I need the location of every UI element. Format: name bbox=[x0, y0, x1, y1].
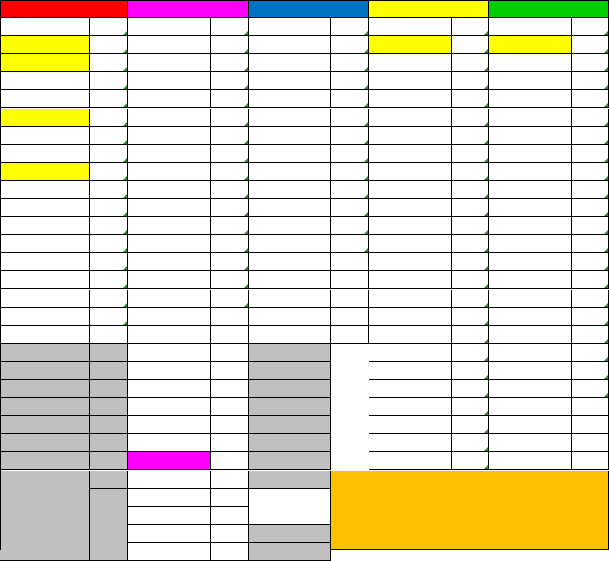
empty-cell bbox=[572, 434, 609, 452]
talent-name bbox=[369, 163, 452, 181]
quest-reward bbox=[128, 452, 211, 470]
talent-name bbox=[128, 145, 211, 163]
talent-name bbox=[369, 362, 452, 380]
empty-cell bbox=[572, 452, 609, 470]
quest-location bbox=[0, 344, 90, 362]
talent-value bbox=[90, 54, 128, 72]
talent-name bbox=[128, 54, 211, 72]
talent-value bbox=[211, 145, 249, 163]
talent-value bbox=[572, 163, 609, 181]
category-header bbox=[0, 0, 128, 18]
talent-name bbox=[128, 109, 211, 127]
talent-name bbox=[489, 109, 572, 127]
talent-name bbox=[0, 181, 90, 199]
talent-name bbox=[369, 109, 452, 127]
talent-value bbox=[331, 90, 369, 108]
talent-value bbox=[572, 109, 609, 127]
empty-cell bbox=[249, 326, 331, 344]
talent-value bbox=[572, 90, 609, 108]
talent-name bbox=[0, 36, 90, 54]
talent-name bbox=[249, 163, 331, 181]
quest-ending bbox=[90, 434, 128, 452]
talent-value bbox=[211, 18, 249, 36]
quest-unit bbox=[211, 471, 249, 489]
talent-value bbox=[572, 36, 609, 54]
talent-name bbox=[128, 217, 211, 235]
talent-value bbox=[572, 271, 609, 289]
talent-name bbox=[369, 199, 452, 217]
talent-name bbox=[369, 181, 452, 199]
empty-cell bbox=[331, 290, 369, 308]
talent-value bbox=[90, 163, 128, 181]
talent-name bbox=[489, 90, 572, 108]
quest-unit bbox=[211, 489, 249, 507]
quest-unit bbox=[211, 434, 249, 452]
quest-bonus bbox=[249, 452, 331, 470]
talent-name bbox=[369, 308, 452, 326]
quest-bonus bbox=[249, 380, 331, 398]
talent-name bbox=[369, 253, 452, 271]
quest-ending bbox=[90, 362, 128, 380]
quest-bonus-prereq bbox=[249, 489, 331, 525]
talent-name bbox=[369, 290, 452, 308]
talent-value bbox=[452, 271, 489, 289]
empty-cell bbox=[331, 271, 369, 289]
quest-location bbox=[0, 362, 90, 380]
talent-value bbox=[572, 308, 609, 326]
talent-name bbox=[369, 72, 452, 90]
talent-value bbox=[452, 308, 489, 326]
talent-value bbox=[90, 145, 128, 163]
talent-value bbox=[452, 344, 489, 362]
talent-value bbox=[211, 163, 249, 181]
empty-cell bbox=[249, 290, 331, 308]
quest-reward bbox=[128, 344, 211, 362]
talent-value bbox=[331, 109, 369, 127]
talent-name bbox=[369, 344, 452, 362]
talent-value bbox=[452, 380, 489, 398]
empty-cell bbox=[249, 253, 331, 271]
talent-value bbox=[211, 217, 249, 235]
talent-value bbox=[572, 253, 609, 271]
talent-name bbox=[489, 217, 572, 235]
quest-unit bbox=[211, 380, 249, 398]
talent-name bbox=[489, 290, 572, 308]
talent-value bbox=[331, 145, 369, 163]
quest-unit bbox=[211, 398, 249, 416]
quest-reward bbox=[128, 434, 211, 452]
talent-name bbox=[369, 452, 452, 470]
talent-name bbox=[489, 18, 572, 36]
talent-value bbox=[90, 217, 128, 235]
talent-name bbox=[369, 398, 452, 416]
talent-value bbox=[211, 90, 249, 108]
category-header bbox=[249, 0, 369, 18]
talent-value bbox=[90, 290, 128, 308]
quest-bonus bbox=[249, 434, 331, 452]
quest-ending bbox=[90, 471, 128, 489]
talent-name bbox=[128, 271, 211, 289]
talent-name bbox=[249, 18, 331, 36]
talent-name bbox=[249, 181, 331, 199]
talent-value bbox=[211, 235, 249, 253]
talent-name bbox=[489, 36, 572, 54]
talent-name bbox=[489, 72, 572, 90]
talent-name bbox=[489, 308, 572, 326]
talent-value bbox=[331, 235, 369, 253]
empty-cell bbox=[211, 308, 249, 326]
empty-cell bbox=[331, 253, 369, 271]
empty-cell bbox=[572, 398, 609, 416]
talent-name bbox=[249, 145, 331, 163]
talent-value bbox=[572, 72, 609, 90]
talent-value bbox=[572, 362, 609, 380]
talent-name bbox=[369, 271, 452, 289]
talent-name bbox=[0, 217, 90, 235]
talent-name bbox=[0, 109, 90, 127]
talent-value bbox=[331, 18, 369, 36]
talent-name bbox=[249, 127, 331, 145]
category-header bbox=[369, 0, 489, 18]
empty-cell bbox=[249, 271, 331, 289]
talent-value bbox=[452, 290, 489, 308]
talent-value bbox=[452, 199, 489, 217]
talent-value bbox=[452, 54, 489, 72]
talent-name bbox=[489, 271, 572, 289]
talent-value bbox=[331, 72, 369, 90]
talent-name bbox=[128, 127, 211, 145]
talent-value bbox=[452, 109, 489, 127]
talent-name bbox=[369, 18, 452, 36]
talent-name bbox=[369, 54, 452, 72]
talent-value bbox=[572, 290, 609, 308]
category-header bbox=[489, 0, 609, 18]
quest-location bbox=[0, 380, 90, 398]
talent-value bbox=[572, 199, 609, 217]
quest-bonus bbox=[249, 471, 331, 489]
talent-name bbox=[489, 145, 572, 163]
talent-name bbox=[489, 54, 572, 72]
talent-value bbox=[331, 199, 369, 217]
talent-name bbox=[369, 217, 452, 235]
quest-location bbox=[0, 452, 90, 470]
quest-ending bbox=[90, 380, 128, 398]
talent-value bbox=[572, 181, 609, 199]
talent-value bbox=[452, 145, 489, 163]
quest-unit bbox=[211, 525, 249, 543]
talent-value bbox=[572, 18, 609, 36]
quest-ending bbox=[90, 416, 128, 434]
talent-value bbox=[331, 217, 369, 235]
talent-value bbox=[572, 54, 609, 72]
quest-bonus bbox=[249, 362, 331, 380]
talent-value bbox=[211, 253, 249, 271]
talent-name bbox=[0, 290, 90, 308]
talent-name bbox=[0, 253, 90, 271]
talent-name bbox=[489, 380, 572, 398]
talent-name bbox=[0, 72, 90, 90]
empty-cell bbox=[0, 326, 90, 344]
talent-value bbox=[452, 36, 489, 54]
talent-name bbox=[0, 127, 90, 145]
quest-ending bbox=[90, 398, 128, 416]
quest-unit bbox=[211, 452, 249, 470]
talent-value bbox=[572, 344, 609, 362]
talent-name bbox=[489, 163, 572, 181]
talent-value bbox=[572, 326, 609, 344]
talent-name bbox=[0, 54, 90, 72]
talent-name bbox=[369, 235, 452, 253]
talent-value bbox=[331, 163, 369, 181]
talent-value bbox=[211, 181, 249, 199]
talent-name bbox=[369, 36, 452, 54]
talent-name bbox=[489, 326, 572, 344]
empty-cell bbox=[331, 308, 369, 326]
talent-name bbox=[489, 253, 572, 271]
talent-name bbox=[0, 271, 90, 289]
talent-value bbox=[90, 109, 128, 127]
talent-value bbox=[211, 290, 249, 308]
talent-value bbox=[90, 199, 128, 217]
quest-reward bbox=[128, 380, 211, 398]
quest-reward bbox=[128, 543, 211, 561]
quest-reward bbox=[128, 416, 211, 434]
talent-name bbox=[128, 36, 211, 54]
talent-name bbox=[0, 308, 90, 326]
talent-value bbox=[572, 127, 609, 145]
empty-cell bbox=[128, 326, 211, 344]
quest-unit bbox=[211, 543, 249, 561]
quest-reward bbox=[128, 489, 211, 507]
empty-cell bbox=[90, 326, 128, 344]
talent-value bbox=[211, 54, 249, 72]
talent-name bbox=[128, 90, 211, 108]
empty-cell bbox=[489, 416, 572, 434]
talent-value bbox=[211, 109, 249, 127]
talent-value bbox=[452, 452, 489, 470]
talent-value bbox=[211, 36, 249, 54]
talent-name bbox=[128, 18, 211, 36]
talent-value bbox=[90, 308, 128, 326]
talent-name bbox=[369, 145, 452, 163]
talent-value bbox=[90, 18, 128, 36]
talent-name bbox=[0, 145, 90, 163]
talent-value bbox=[452, 72, 489, 90]
talent-value bbox=[90, 90, 128, 108]
talent-value bbox=[452, 235, 489, 253]
quest-location bbox=[0, 434, 90, 452]
quest-bonus bbox=[249, 398, 331, 416]
talent-value bbox=[90, 271, 128, 289]
empty-cell bbox=[331, 326, 369, 344]
category-header bbox=[128, 0, 249, 18]
quest-reward bbox=[128, 525, 211, 543]
empty-cell bbox=[489, 398, 572, 416]
talent-name bbox=[369, 434, 452, 452]
talent-name bbox=[249, 109, 331, 127]
empty-cell bbox=[572, 416, 609, 434]
quest-unit bbox=[211, 416, 249, 434]
talent-value bbox=[211, 271, 249, 289]
talent-value bbox=[211, 199, 249, 217]
talent-value bbox=[452, 18, 489, 36]
empty-cell bbox=[489, 434, 572, 452]
talent-value bbox=[572, 145, 609, 163]
talent-name bbox=[489, 127, 572, 145]
talent-value bbox=[331, 36, 369, 54]
talent-name bbox=[249, 36, 331, 54]
quest-reward bbox=[128, 471, 211, 489]
talent-value bbox=[90, 181, 128, 199]
talent-value bbox=[452, 253, 489, 271]
quest-bonus bbox=[249, 344, 331, 362]
talent-value bbox=[452, 217, 489, 235]
talent-name bbox=[249, 235, 331, 253]
talent-name bbox=[128, 253, 211, 271]
talent-name bbox=[128, 72, 211, 90]
talent-name bbox=[128, 235, 211, 253]
empty-cell bbox=[128, 308, 211, 326]
talent-name bbox=[489, 199, 572, 217]
talent-name bbox=[489, 235, 572, 253]
talent-name bbox=[0, 235, 90, 253]
talent-name bbox=[489, 181, 572, 199]
talent-name bbox=[249, 54, 331, 72]
quest-unit bbox=[211, 344, 249, 362]
quest-reward bbox=[128, 362, 211, 380]
empty-cell bbox=[249, 308, 331, 326]
talent-value bbox=[572, 235, 609, 253]
talent-name bbox=[128, 163, 211, 181]
talent-value bbox=[331, 127, 369, 145]
talent-value bbox=[211, 72, 249, 90]
talent-value bbox=[90, 36, 128, 54]
quest-location bbox=[0, 398, 90, 416]
quest-reward bbox=[128, 507, 211, 525]
talent-name bbox=[369, 127, 452, 145]
talent-name bbox=[0, 18, 90, 36]
talent-value bbox=[572, 217, 609, 235]
quest-location bbox=[0, 416, 90, 434]
quest-reward bbox=[128, 398, 211, 416]
talent-name bbox=[249, 217, 331, 235]
talent-value bbox=[331, 54, 369, 72]
talent-value bbox=[90, 72, 128, 90]
talent-name bbox=[0, 90, 90, 108]
talent-value bbox=[572, 380, 609, 398]
summary-note bbox=[331, 471, 609, 551]
empty-cell bbox=[211, 326, 249, 344]
talent-value bbox=[452, 181, 489, 199]
talent-name bbox=[0, 163, 90, 181]
talent-name bbox=[369, 326, 452, 344]
talent-value bbox=[452, 163, 489, 181]
quest-ending bbox=[90, 452, 128, 470]
quest-bonus bbox=[249, 416, 331, 434]
talent-value bbox=[452, 90, 489, 108]
talent-value bbox=[90, 127, 128, 145]
talent-value bbox=[452, 434, 489, 452]
talent-value bbox=[452, 127, 489, 145]
talent-name bbox=[128, 181, 211, 199]
talent-name bbox=[249, 72, 331, 90]
talent-value bbox=[211, 127, 249, 145]
quest-unit bbox=[211, 507, 249, 525]
talent-value bbox=[331, 181, 369, 199]
talent-name bbox=[489, 362, 572, 380]
talent-name bbox=[249, 90, 331, 108]
talent-name bbox=[369, 380, 452, 398]
talent-value bbox=[90, 235, 128, 253]
talent-value bbox=[90, 253, 128, 271]
quest-ending bbox=[90, 344, 128, 362]
quest-unit bbox=[211, 362, 249, 380]
quest-location-merged bbox=[0, 471, 90, 561]
talent-name bbox=[128, 290, 211, 308]
quest-bonus bbox=[249, 525, 331, 543]
talent-name bbox=[249, 199, 331, 217]
quest-ending-merged bbox=[90, 489, 128, 561]
quest-bonus bbox=[249, 543, 331, 561]
talent-value bbox=[452, 326, 489, 344]
talent-name bbox=[489, 344, 572, 362]
talent-value bbox=[452, 362, 489, 380]
talent-name bbox=[369, 90, 452, 108]
talent-name bbox=[0, 199, 90, 217]
talent-name bbox=[128, 199, 211, 217]
talent-value bbox=[452, 416, 489, 434]
empty-cell bbox=[489, 452, 572, 470]
talent-name bbox=[369, 416, 452, 434]
talent-value bbox=[452, 398, 489, 416]
